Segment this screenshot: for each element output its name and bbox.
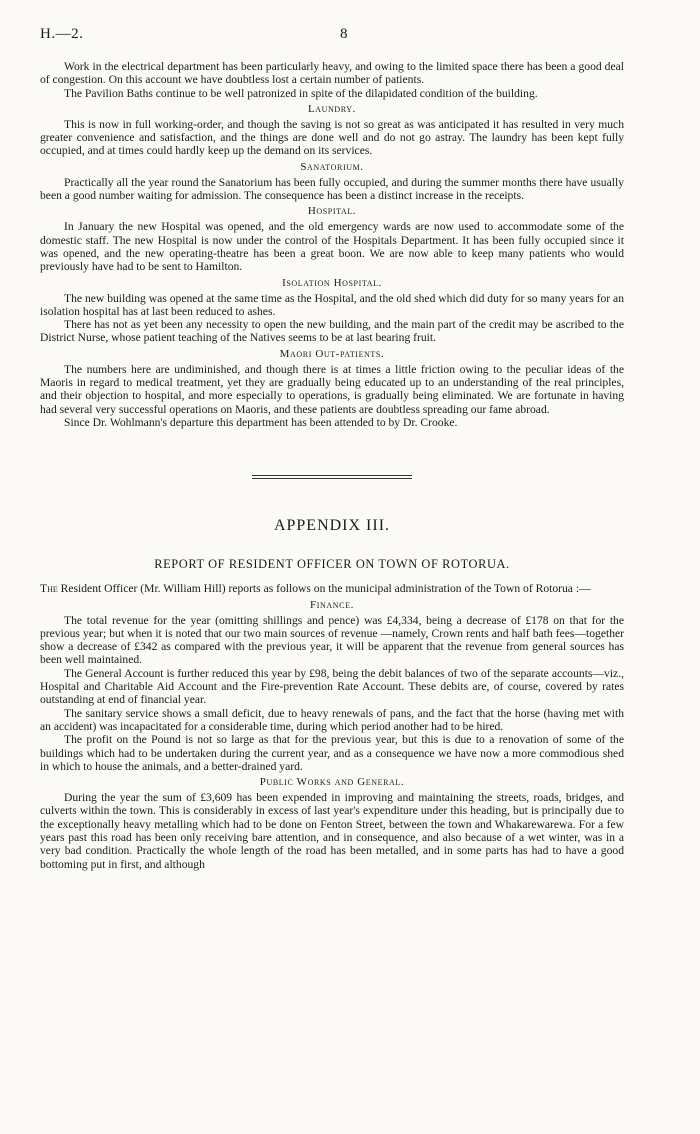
paragraph-resident-officer — [40, 582, 624, 595]
heading-sanatorium: Sanatorium. — [300, 160, 364, 173]
heading-laundry: Laundry. — [307, 102, 357, 115]
paragraph-maori-2: Since Dr. Wohlmann's departure this department has been attended to by Dr. Crooke. — [64, 415, 458, 429]
paragraph-finance-4: The profit on the Pound is not so large as that for the previous year, but this is due to a renovation of some of the buildings which had to be undertaken during the current year, and as a consequence we have now a more commodious shed in which to house the animals, and a better-drained yard. — [40, 733, 624, 773]
paragraph-sanatorium: Practically all the year round the Sanatorium has been fully occupied, and during the summer months there have usually been a good number waiting for admission. The consequence has been a distinct increase in the receipts. — [40, 175, 624, 203]
paragraph-maori-1: The numbers here are undiminished, and though there is at times a little friction owing to the peculiar ideas of the Maoris in regard to medical treatment, yet they are gradually being educated up to an understanding of the real principles, and their objection to hospital, and more especially to operations, is gradually being eliminated. We are fortunate in having had several very successful operations on Maoris, and these patients are doubtless spreading our fame abroad. — [40, 362, 624, 416]
section-divider-top — [252, 475, 412, 476]
paragraph-laundry: This is now in full working-order, and though the saving is not so great as was anticipated it has resulted in very much greater convenience and satisfaction, and the things are done well and do not go astray. The laundry has been kept fully occupied, and at times could hardly keep up the demand on its services. — [40, 117, 624, 158]
document-page — [40, 26, 624, 871]
paragraph-finance-1: The total revenue for the year (omitting shillings and pence) was £4,334, being a decrease of £178 on that for the previous year; but when it is noted that our two main sources of revenue —namely, Crown rents and half bath fees—together show a decrease of £342 as compared with the previous year, it will be apparent that the revenue from general sources has been well maintained. — [40, 613, 624, 667]
intro-lead-word: The — [40, 582, 58, 596]
heading-isolation-hospital: Isolation Hospital. — [282, 276, 382, 289]
heading-finance: Finance. — [310, 598, 354, 611]
paragraph-isolation-2: There has not as yet been any necessity to open the new building, and the main part of the credit may be ascribed to the District Nurse, whose patient teaching of the Natives seems to be at last bearing fruit. — [40, 318, 624, 345]
paragraph-finance-2: The General Account is further reduced this year by £98, being the debit balances of two of the separate accounts—viz., Hospital and Charitable Aid Account and the Fire-prevention Rate Account. These debits are, of course, covered by rates outstanding at end of financial year. — [40, 666, 624, 707]
page-header — [40, 26, 624, 46]
heading-public-works: Public Works and General. — [259, 776, 405, 789]
document-reference: H.—2. — [40, 26, 84, 42]
page-number: 8 — [340, 26, 348, 42]
intro-rest: Resident Officer (Mr. William Hill) reports as follows on the municipal administration of the Town of Rotorua :— — [57, 582, 591, 596]
paragraph-finance-3: The sanitary service shows a small deficit, due to heavy renewals of pans, and the fact that the horse (having met with an accident) was incapacitated for a considerable time, during which period another had to be hired. — [40, 706, 624, 733]
heading-hospital: Hospital. — [307, 205, 357, 218]
paragraph-pavilion-baths: The Pavilion Baths continue to be well patronized in spite of the dilapidated condition of the building. — [64, 86, 538, 100]
paragraph-public-works: During the year the sum of £3,609 has been expended in improving and maintaining the streets, roads, bridges, and culverts within the town. This is considerably in excess of last year's expenditure under this heading, but is principally due to the exceptionally heavy metalling which had to be done on Fenton Street, between the town and Whakarewarewa. For a few years past this road has been only receiving bare attention, and in consequence, and also because of a wet winter, was in a very bad condition. Practically the whole length of the road has been metalled, and in some parts has had to have a good bottoming put in first, and although — [40, 791, 624, 871]
section-divider-bottom — [252, 478, 412, 479]
report-title: REPORT OF RESIDENT OFFICER ON TOWN OF ROTORUA. — [154, 557, 510, 572]
paragraph-electrical: Work in the electrical department has been particularly heavy, and owing to the limited space there has been a good deal of congestion. On this account we have doubtless lost a certain number of patients. — [40, 60, 624, 87]
heading-maori-out-patients: Maori Out-patients. — [279, 347, 385, 360]
appendix-title: APPENDIX III. — [273, 517, 391, 535]
paragraph-hospital: In January the new Hospital was opened, and the old emergency wards are now used to accommodate some of the domestic staff. The new Hospital is now under the control of the Hospitals Department. It has been fully occupied since it was opened, and the new operating-theatre has been a great boon. We are now able to keep many patients who would previously have had to be sent to Hamilton. — [40, 220, 624, 274]
paragraph-isolation-1: The new building was opened at the same time as the Hospital, and the old shed which did duty for so many years for an isolation hospital has at last been reduced to ashes. — [40, 291, 624, 318]
